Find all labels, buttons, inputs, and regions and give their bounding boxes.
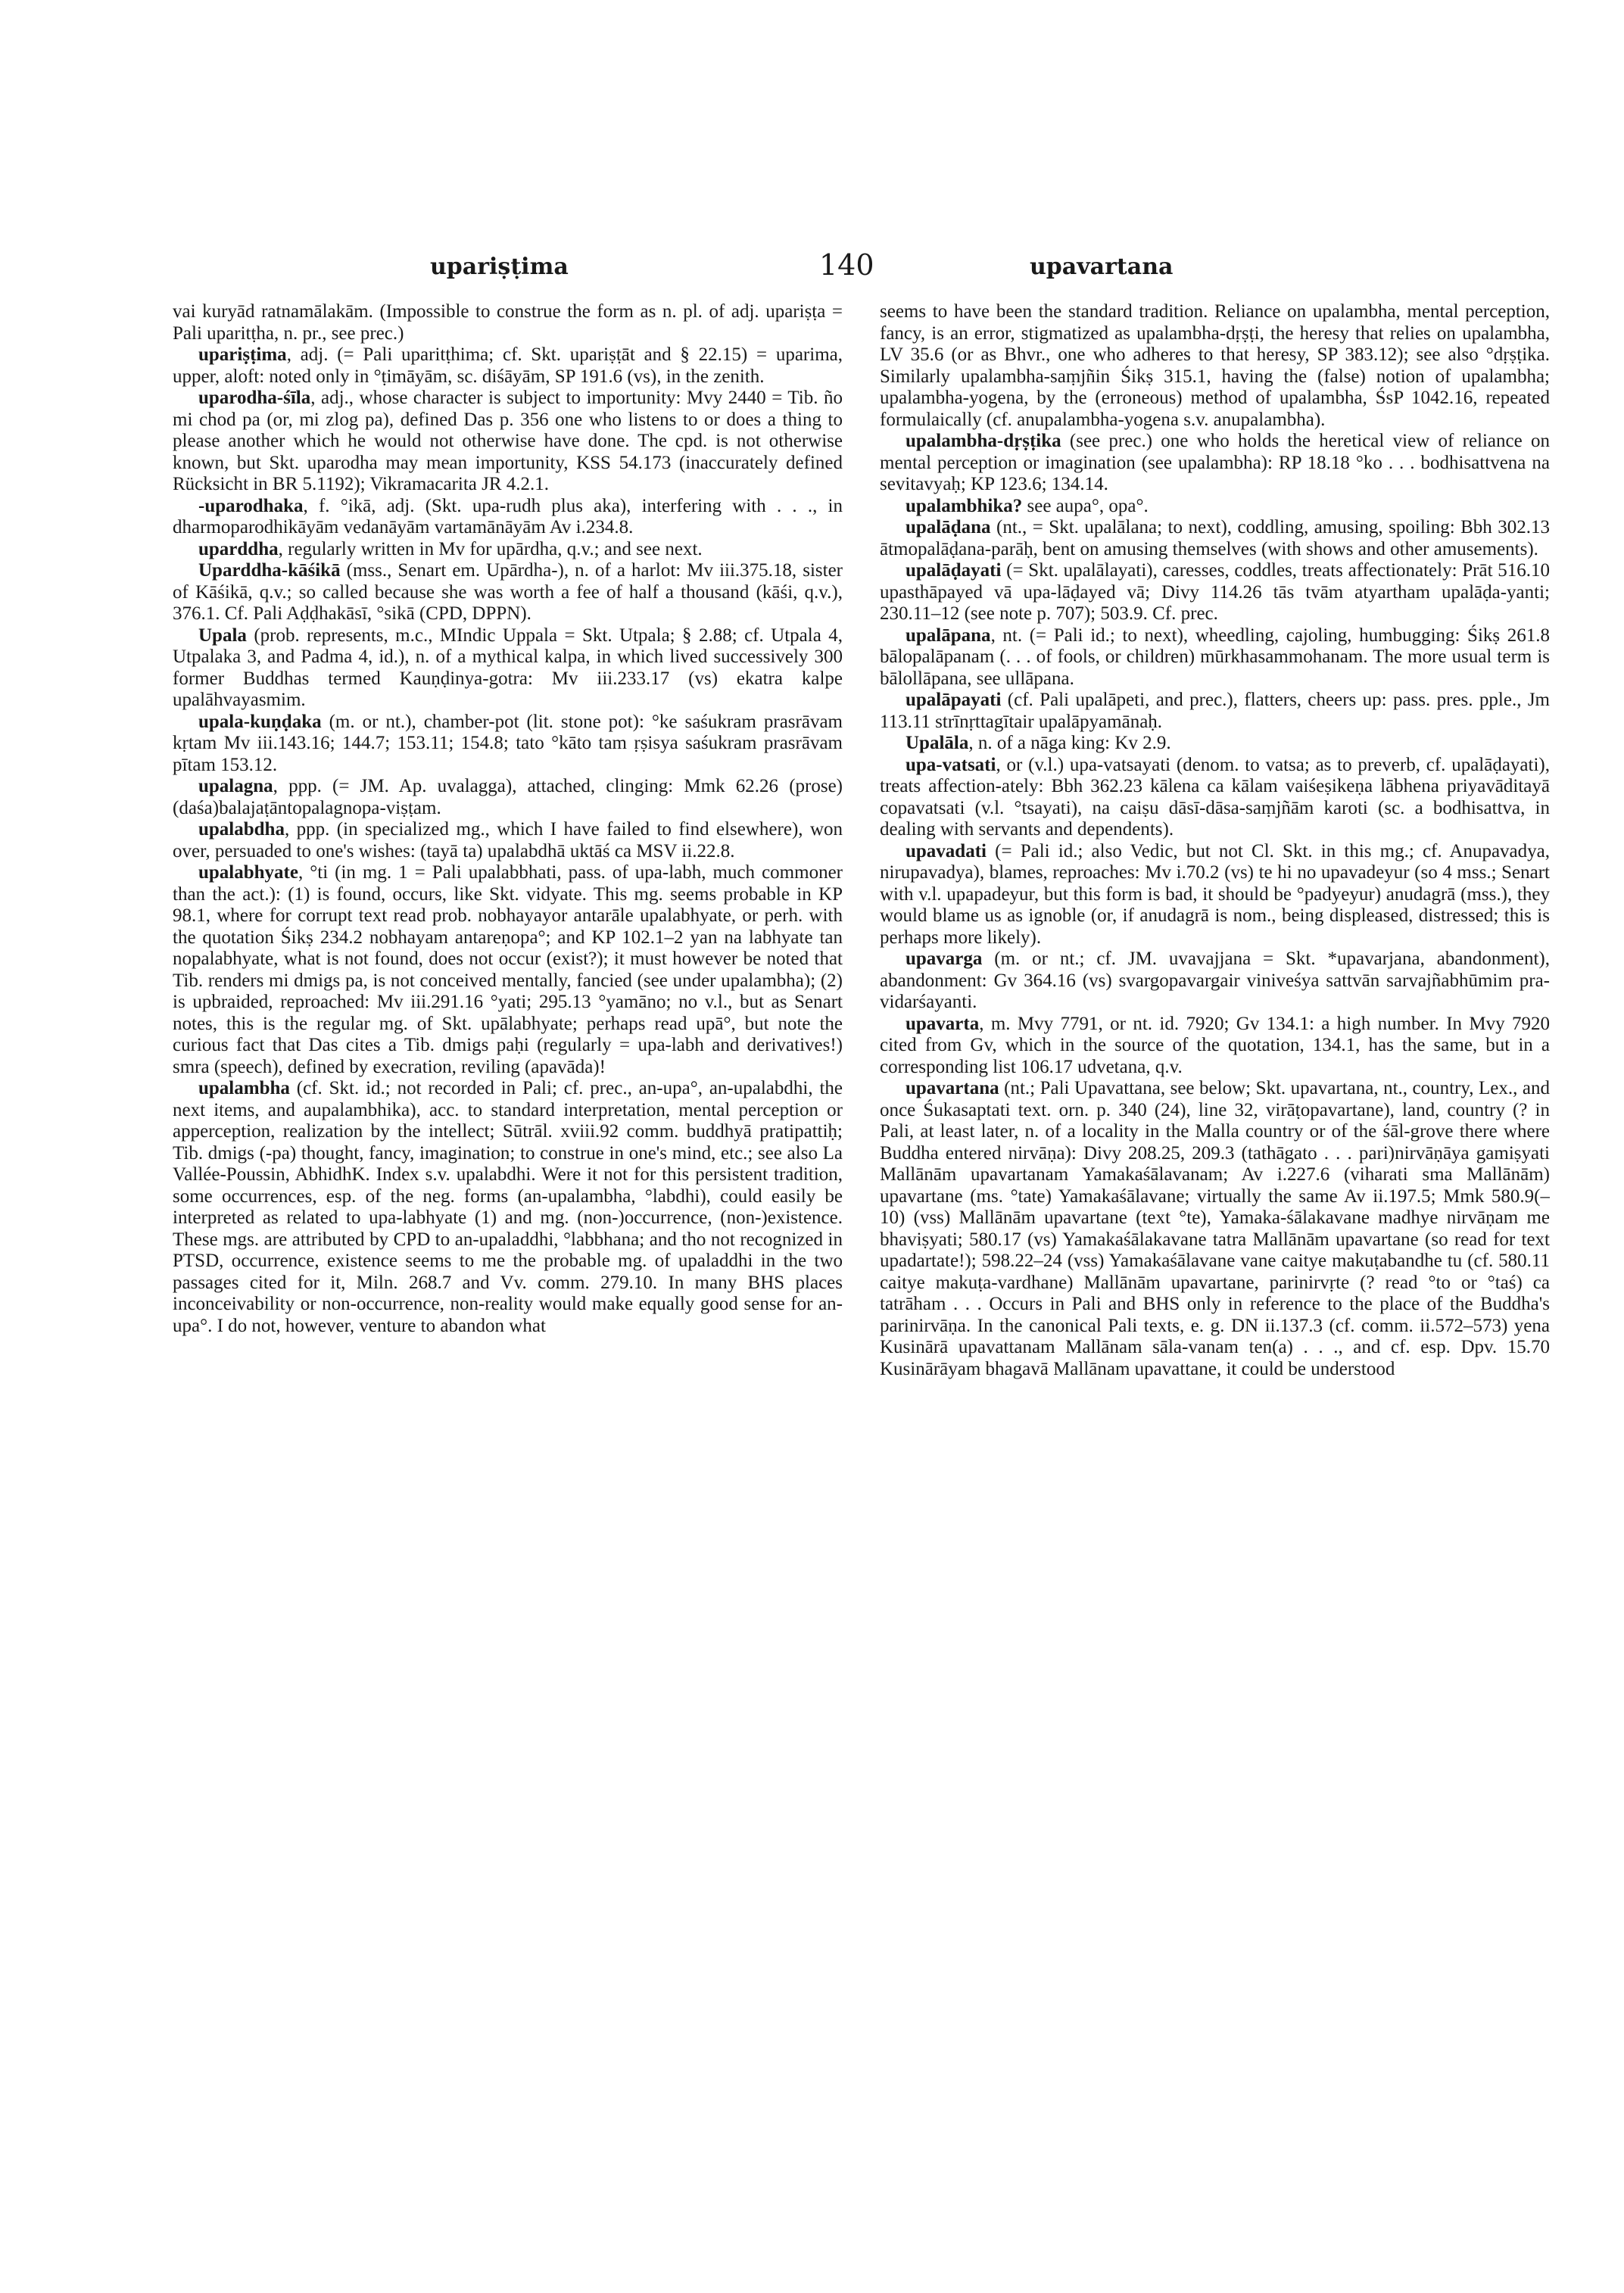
entry-text: (m. or nt.; cf. JM. uvavajjana = Skt. *upavarjana, abandonment), abandonment: Gv 364.16 (vs) svargopavargair viniveśya sattvān sarvajñabhūmim pra-vidarśayanti. (880, 949, 1550, 1012)
entry-text: (prob. represents, m.c., MIndic Uppala = Skt. Utpala; § 2.88; cf. Utpala 4, Utpalaka 3, and Padma 4, id.), n. of a mythical kalpa, in which lived successively 300 former Buddhas termed Kauṇḍinya-gotra: Mv iii.233.17 (vs) ekatra kalpe upalāhvayasmim. (173, 625, 843, 710)
dictionary-entry (173, 712, 843, 777)
headword: upalāḍayati (906, 560, 1002, 581)
entry-text: (cf. Skt. id.; not recorded in Pali; cf. prec., an-upa°, an-upalabdhi, the next items, and aupalambhika), acc. to standard interpretation, mental perception or apperception, realization by the intellect; Sūtrāl. xviii.92 comm. buddhyā pratipattiḥ; Tib. dmigs (-pa) thought, fancy, imagination; to construe in one's mind, etc.; see also La Vallée-Poussin, AbhidhK. Index s.v. upalabdhi. Were it not for this persistent tradition, some occurrences, esp. of the neg. forms (an-upalambha, °labdhi), could easily be interpreted as related to upa-labhyate (1) and mg. (non-)occurrence, (non-)existence. These mgs. are attributed by CPD to an-upaladdhi, °labbhana; and tho not recognized in PTSD, occurrence, existence seems to me the probable mg. of upaladdhi in the two passages cited for it, Miln. 268.7 and Vv. comm. 279.10. In many BHS places inconceivability or non-occurrence, non-reality would make equally good sense for an-upa°. I do not, however, venture to abandon what (173, 1078, 843, 1336)
entry-text: see aupa°, opa°. (1022, 495, 1149, 516)
dictionary-entry (173, 301, 843, 344)
headword: upariṣṭima (198, 344, 287, 365)
entry-text: (m. or nt.), chamber-pot (lit. stone pot): °ke saśukram prasrāvam kṛtam Mv iii.143.16; 144.7; 153.11; 154.8; tato °kāto tam ṛṣisya saśukram prasrāvam pītam 153.12. (173, 711, 843, 775)
headword: Uparddha-kāśikā (198, 560, 341, 581)
headword: upavarga (906, 949, 983, 969)
headword: upalabhyate (198, 862, 298, 883)
entry-text: (= Pali id.; also Vedic, but not Cl. Skt. in this mg.; cf. Anupavadya, nirupavadya), blames, reproaches: Mv i.70.2 (vs) te hi no upavadeyur (so 4 mss.; Senart with v.l. upapadeyur, but this form is bad, it should be °padyeyur) anudagrā (mss.), they would blame us as ignoble (or, if anudagrā is nom., being displeased, distressed; this is perhaps more likely). (880, 840, 1550, 948)
entry-text: , n. of a nāga king: Kv 2.9. (968, 733, 1171, 753)
headword: Upala (198, 625, 247, 646)
headword: upalagna (198, 776, 273, 796)
dictionary-entry (880, 755, 1550, 841)
page-number: 140 (819, 248, 874, 282)
entry-text: (cf. Pali upalāpeti, and prec.), flatters, cheers up: pass. pres. pple., Jm 113.11 strīnṛttagītair upalāpyamānaḥ. (880, 690, 1550, 732)
headword: uparddha (198, 538, 279, 559)
headword: upavadati (906, 840, 987, 861)
entry-text: seems to have been the standard tradition. Reliance on upalambha, mental perception, fancy, is an error, stigmatized as upalambha-dṛṣṭi, the heresy that relies on upalambha, LV 35.6 (or as Bhvr., one who adheres to that heresy, SP 383.12); see also °dṛṣṭika. Similarly upalambha-saṃjñin Śikṣ 315.1, having the (false) notion of upalambha; upalambha-yogena, by the (erroneous) method of upalambha, ŚsP 1042.16, repeated formulaically (cf. anupalambha-yogena s.v. anupalambha). (880, 301, 1550, 430)
headword: upalambha-dṛṣṭika (906, 431, 1061, 451)
right-column (880, 301, 1550, 2239)
entry-text: (= Skt. upalālayati), caresses, coddles, treats affectionately: Prāt 516.10 upasthāpayed vā upa-lāḍayed vā; Divy 114.26 tās tvām atyartham upalāḍa-yanti; 230.11–12 (see note p. 707); 503.9. Cf. prec. (880, 560, 1550, 624)
dictionary-entry (173, 344, 843, 388)
headword: upalāpayati (906, 690, 1002, 710)
dictionary-entry (880, 1078, 1550, 1380)
dictionary-entry (880, 301, 1550, 431)
dictionary-entry (173, 819, 843, 862)
headword: upalāpana (906, 625, 991, 646)
entry-text: , adj. (= Pali uparitṭhima; cf. Skt. upariṣṭāt and § 22.15) = uparima, upper, aloft: noted only in °ṭimāyām, sc. diśāyām, SP 191.6 (vs), in the zenith. (173, 344, 843, 387)
dictionary-entry (173, 862, 843, 1078)
headword: upala-kuṇḍaka (198, 711, 322, 732)
headword: Upalāla (906, 733, 969, 753)
entry-text: (nt., = Skt. upalālana; to next), coddling, amusing, spoiling: Bbh 302.13 ātmopalāḍana-parāḥ, bent on amusing themselves (with shows and other amusements). (880, 517, 1550, 559)
entry-text: , adj., whose character is subject to importunity: Mvy 2440 = Tib. ño mi chod pa (or, mi zlog pa), defined Das p. 356 one who listens to or does a thing to please another which he would not otherwise have done. The cpd. is not otherwise known, but Skt. uparodha may mean importunity, KSS 54.173 (inaccurately defined Rücksicht in BR 5.1192); Vikramacarita JR 4.2.1. (173, 388, 843, 494)
dictionary-entry (173, 776, 843, 819)
dictionary-entry (880, 517, 1550, 560)
dictionary-entry (880, 690, 1550, 733)
entry-text: , m. Mvy 7791, or nt. id. 7920; Gv 134.1: a high number. In Mvy 7920 cited from Gv, which in the source of the quotation, 134.1, has the same, but in a corresponding list 106.17 udvetana, q.v. (880, 1013, 1550, 1077)
dictionary-entry (880, 560, 1550, 625)
dictionary-entry (880, 625, 1550, 690)
dictionary-entry (173, 388, 843, 496)
dictionary-entry (173, 1078, 843, 1337)
headword: uparodha-śīla (198, 388, 311, 408)
entry-text: , regularly written in Mv for upārdha, q.v.; and see next. (278, 538, 703, 559)
headword: upa-vatsati (906, 754, 996, 775)
entry-text: vai kuryād ratnamālakām. (Impossible to construe the form as n. pl. of adj. upariṣṭa = Pali uparitṭha, n. pr., see prec.) (173, 301, 843, 344)
dictionary-entry (880, 496, 1550, 518)
left-column (173, 301, 843, 2239)
entry-text: , f. °ikā, adj. (Skt. upa-rudh plus aka), interfering with . . ., in dharmoparodhikāyām vedanāyām vartamānāyām Av i.234.8. (173, 495, 843, 537)
dictionary-entry (173, 496, 843, 539)
headword: upalambhika? (906, 495, 1023, 516)
headword: upalāḍana (906, 517, 991, 537)
entry-text: (mss., Senart em. Upārdha-), n. of a harlot: Mv iii.375.18, sister of Kāśikā, q.v.; so called because she was worth a fee of half a thousand (kāśi, q.v.), 376.1. Cf. Pali Aḍḍhakāsī, °sikā (CPD, DPPN). (173, 560, 843, 624)
running-header-right: upavartana (1030, 254, 1174, 280)
dictionary-entry (880, 431, 1550, 496)
headword: upavartana (906, 1078, 999, 1098)
dictionary-entry (173, 539, 843, 561)
running-header-left: upariṣṭima (430, 254, 569, 280)
dictionary-entry (880, 1014, 1550, 1079)
dictionary-entry (173, 560, 843, 625)
dictionary-entry (880, 949, 1550, 1014)
dictionary-entry (880, 733, 1550, 755)
entry-text: , ppp. (in specialized mg., which I have failed to find elsewhere), won over, persuaded to one's wishes: (tayā ta) upalabdhā uktāś ca MSV ii.22.8. (173, 819, 843, 861)
entry-text: , °ti (in mg. 1 = Pali upalabbhati, pass. of upa-labh, much commoner than the act.): (1) is found, occurs, like Skt. vidyate. This mg. seems probable in KP 98.1, where for corrupt text read prob. nobhayayor antarāle upalabhyate, or perh. with the quotation Śikṣ 234.2 nobhayam antareṇopa°; and KP 102.1–2 yan na labhyate tan nopalabhyate, what is not found, does not occur (exist?); it must however be noted that Tib. renders mi dmigs pa, is not conceived mentally, fancied (see under upalambha); (2) is upbraided, reproached: Mv iii.291.16 °yati; 295.13 °yamāno; no v.l., but as Senart notes, this is the regular mg. of Skt. upālabhyate; perhaps read upā°, but note the curious fact that Das cites a Tib. dmigs paḥi (regularly = upa-labh and derivatives!) smra (speech), defined by execration, reviling (apavāda)! (173, 862, 843, 1077)
headword: -uparodhaka (198, 495, 304, 516)
entry-text: (nt.; Pali Upavattana, see below; Skt. upavartana, nt., country, Lex., and once Śukasaptati text. orn. p. 340 (24), line 32, virāṭopavartane), land, country (? in Pali, at least later, n. of a locality in the Malla country or of the śāl-grove there where Buddha entered nirvāṇa): Divy 208.25, 209.3 (tathāgato . . . pari)nirvāṇāya gamiṣyati Mallānām upavartanam Yamakaśālavanam; Av i.227.6 (viharati sma Mallānām) upavartane (ms. °tate) Yamakaśālavane; virtually the same Av ii.197.5; Mmk 580.9(–10) (vss) Mallānām upavartane (text °te), Yamaka-śālakavane madhye nirvāṇam me bhaviṣyati; 580.17 (vs) Yamakaśālakavane tatra Mallānām upavartane (so read for text upadartate!); 598.22–24 (vss) Yamakaśālavane vane caitye makuṭabandhe tu (cf. 580.11 caitye makuṭa-vardhane) Mallānām upavartane, parinirvṛte (? read °to or °taś) ca tatrāham . . . Occurs in Pali and BHS only in reference to the place of the Buddha's parinirvāṇa. In the canonical Pali texts, e. g. DN ii.137.3 (cf. comm. ii.572–573) yena Kusinārā upavattanam Mallānam sāla-vanam ten(a) . . ., and cf. esp. Dpv. 15.70 Kusinārāyam bhagavā Mallānam upavattane, it could be understood (880, 1078, 1550, 1379)
entry-text: (see prec.) one who holds the heretical view of reliance on mental perception or imagination (see upalambha): RP 18.18 °ko . . . bodhisattvena na sevitavyaḥ; KP 123.6; 134.14. (880, 431, 1550, 494)
entry-text: , nt. (= Pali id.; to next), wheedling, cajoling, humbugging: Śikṣ 261.8 bālopalāpanam (. . . of fools, or children) mūrkhasammohanam. The more usual term is bālollāpana, see ullāpana. (880, 625, 1550, 689)
headword: upalambha (198, 1078, 290, 1098)
entry-text: , ppp. (= JM. Ap. uvalagga), attached, clinging: Mmk 62.26 (prose) (daśa)balajaṭāntopalagnopa-viṣṭam. (173, 776, 843, 818)
headword: upalabdha (198, 819, 285, 840)
entry-text: , or (v.l.) upa-vatsayati (denom. to vatsa; as to preverb, cf. upalāḍayati), treats affection-ately: Bbh 362.23 kālena ca kālam vaiśeṣikeṇa lābhena priyavāditayā copavatsati (v.l. °tsayati), na caiṣu dāsī-dāsa-saṃjñām karoti (sc. a bodhisattva, in dealing with servants and dependents). (880, 754, 1550, 840)
headword: upavarta (906, 1013, 980, 1034)
dictionary-entry (880, 841, 1550, 949)
dictionary-entry (173, 625, 843, 712)
